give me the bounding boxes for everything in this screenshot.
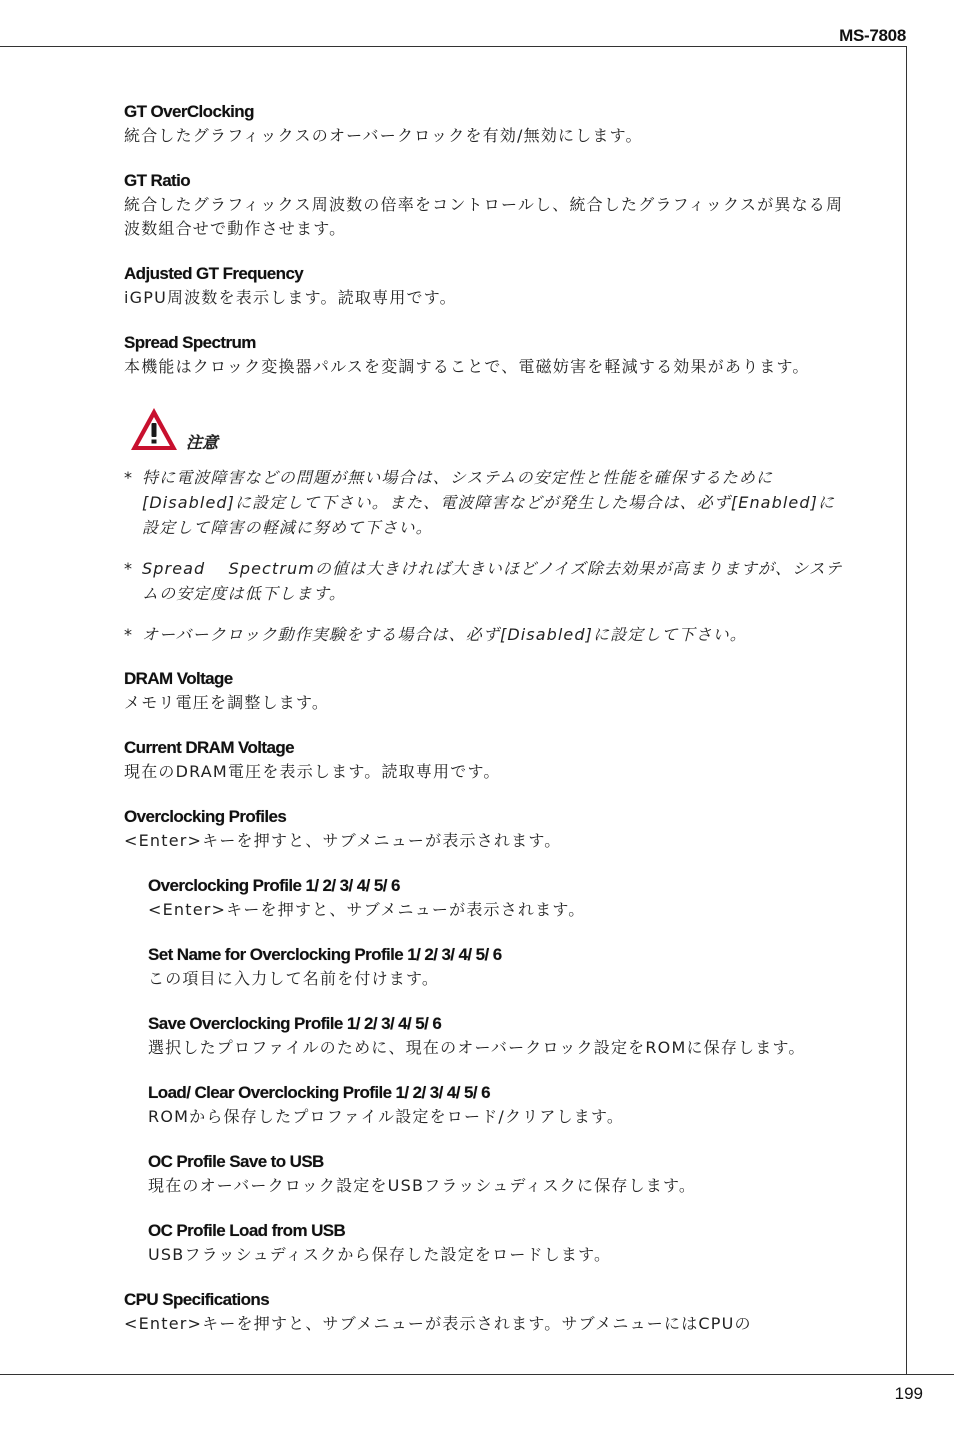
section-title: Spread Spectrum <box>124 333 256 352</box>
section-gt-overclocking <box>124 100 850 148</box>
section-description: <Enter>キーを押すと、サブメニューが表示されます。 <box>124 831 562 850</box>
page-content <box>124 100 850 1357</box>
subsection-title: Load/ Clear Overclocking Profile 1/ 2/ 3/ 4/ 5/ 6 <box>148 1083 490 1102</box>
page-model-label: MS-7808 <box>839 26 906 45</box>
section-title: Current DRAM Voltage <box>124 738 294 757</box>
section-description: 統合したグラフィックス周波数の倍率をコントロールし、統合したグラフィックスが異なる周波数組合せで動作させます。 <box>124 195 844 238</box>
subsection-save-to-usb <box>148 1150 850 1198</box>
notice-notes <box>124 465 850 647</box>
notice-note <box>124 465 850 540</box>
subsection-description: <Enter>キーを押すと、サブメニューが表示されます。 <box>148 900 586 919</box>
section-title: Adjusted GT Frequency <box>124 264 304 283</box>
section-cpu-specifications <box>124 1288 850 1336</box>
subsection-load-from-usb <box>148 1219 850 1267</box>
top-rule <box>0 46 907 47</box>
subsection-load-clear-profile <box>148 1081 850 1129</box>
section-gt-ratio <box>124 169 850 241</box>
warning-triangle-icon <box>128 405 180 455</box>
section-adjusted-gt-frequency <box>124 262 850 310</box>
bottom-rule <box>0 1374 954 1375</box>
subsection-title: Save Overclocking Profile 1/ 2/ 3/ 4/ 5/ 6 <box>148 1014 442 1033</box>
subsection-overclocking-profile <box>148 874 850 922</box>
section-title: GT Ratio <box>124 171 191 190</box>
notice-block <box>124 401 850 647</box>
section-current-dram-voltage <box>124 736 850 784</box>
subsection-title: Set Name for Overclocking Profile 1/ 2/ 3/ 4/ 5/ 6 <box>148 945 502 964</box>
notice-header <box>128 401 850 455</box>
section-title: GT OverClocking <box>124 102 254 121</box>
note-bullet: * <box>124 625 134 644</box>
note-text: Spread Spectrumの値は大きければ大きいほどノイズ除去効果が高まりますが、システムの安定度は低下します。 <box>142 559 843 603</box>
section-overclocking-profiles <box>124 805 850 853</box>
section-spread-spectrum <box>124 331 850 379</box>
note-text: 特に電波障害などの問題が無い場合は、システムの安定性と性能を確保するために[Disabled]に設定して下さい。また、電波障害などが発生した場合は、必ず[Enabled]に設定して障害の軽減に努めて下さい。 <box>142 468 836 537</box>
note-text: オーバークロック動作実験をする場合は、必ず[Disabled]に設定して下さい。 <box>142 625 747 644</box>
subsection-description: USBフラッシュディスクから保存した設定をロードします。 <box>148 1245 612 1264</box>
notice-title: 注意 <box>186 433 219 452</box>
subsection-save-profile <box>148 1012 850 1060</box>
note-bullet: * <box>124 559 134 578</box>
note-bullet: * <box>124 468 134 487</box>
section-description: iGPU周波数を表示します。読取専用です。 <box>124 288 457 307</box>
subsection-description: ROMから保存したプロファイル設定をロード/クリアします。 <box>148 1107 625 1126</box>
section-description: 現在のDRAM電圧を表示します。読取専用です。 <box>124 762 501 781</box>
section-title: CPU Specifications <box>124 1290 270 1309</box>
right-rule <box>906 46 907 1374</box>
subsection-title: OC Profile Load from USB <box>148 1221 346 1240</box>
section-description: <Enter>キーを押すと、サブメニューが表示されます。サブメニューにはCPUの <box>124 1314 752 1333</box>
subsection-title: OC Profile Save to USB <box>148 1152 324 1171</box>
notice-note <box>124 556 850 606</box>
subsection-description: 選択したプロファイルのために、現在のオーバークロック設定をROMに保存します。 <box>148 1038 806 1057</box>
section-description: 本機能はクロック変換器パルスを変調することで、電磁妨害を軽減する効果があります。 <box>124 357 810 376</box>
page-number: 199 <box>894 1384 923 1403</box>
subsection-title: Overclocking Profile 1/ 2/ 3/ 4/ 5/ 6 <box>148 876 400 895</box>
subsection-set-name <box>148 943 850 991</box>
section-description: メモリ電圧を調整します。 <box>124 693 330 712</box>
section-title: DRAM Voltage <box>124 669 233 688</box>
subsection-description: 現在のオーバークロック設定をUSBフラッシュディスクに保存します。 <box>148 1176 697 1195</box>
notice-note <box>124 622 850 647</box>
section-title: Overclocking Profiles <box>124 807 287 826</box>
subsection-description: この項目に入力して名前を付けます。 <box>148 969 440 988</box>
section-description: 統合したグラフィックスのオーバークロックを有効/無効にします。 <box>124 126 643 145</box>
section-dram-voltage <box>124 667 850 715</box>
